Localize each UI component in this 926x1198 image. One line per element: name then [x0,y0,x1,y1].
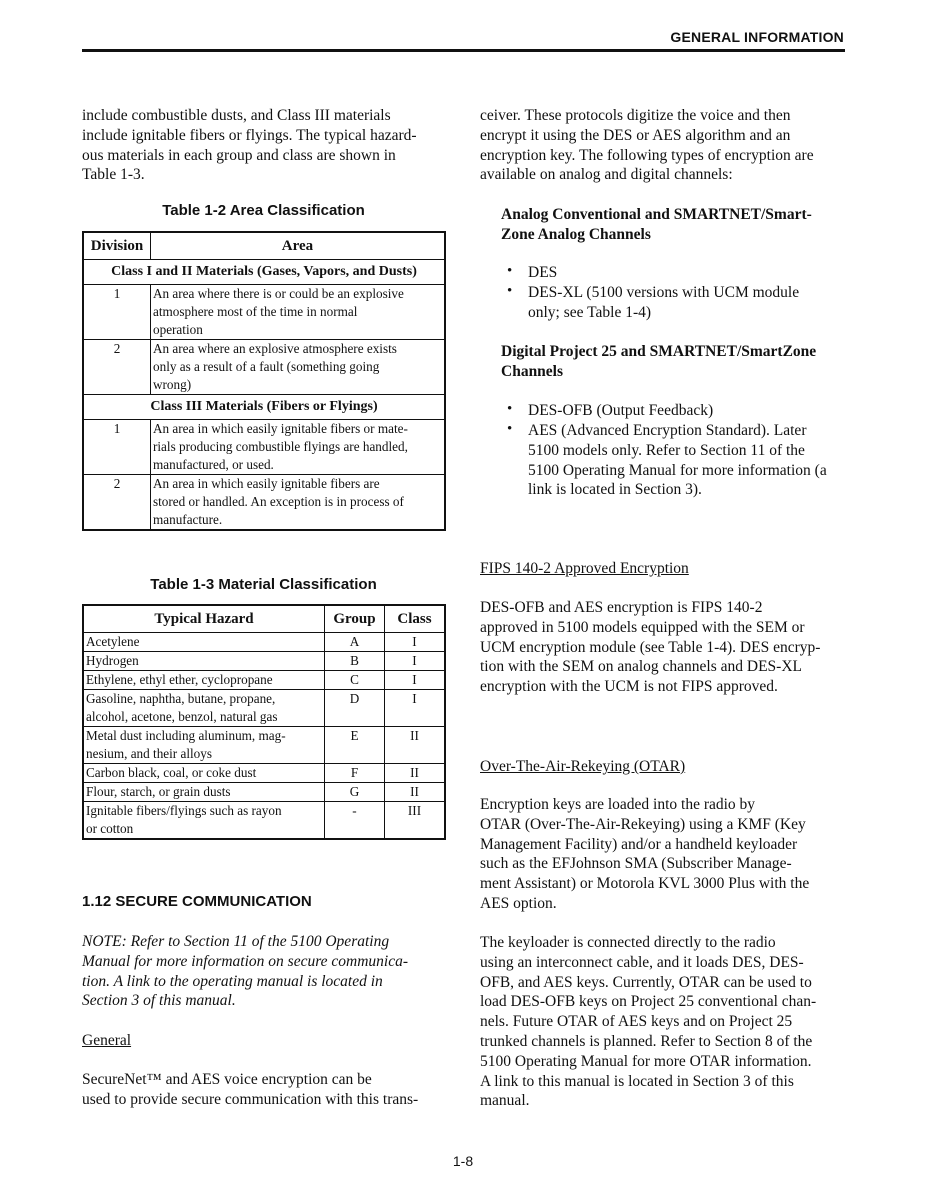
class-cell: I [385,652,446,671]
table-row [83,671,445,690]
hazard-cell: Hydrogen [83,652,325,671]
table-row [83,727,445,764]
col-header-class: Class [385,605,446,633]
hazard-cell: Ethylene, ethyl ether, cyclopropane [83,671,325,690]
otar-paragraph: Encryption keys are loaded into the radio by OTAR (Over-The-Air-Rekeying) using a KMF (Key Management Facility) and/or a handheld keyloader such as the EFJohnson SMA (Subscriber Manage- ment Assistant) or Motorola KVL 3000 Plus with the AES option. [480,796,810,912]
group-cell: E [325,727,385,764]
class-cell: I [385,671,446,690]
bullet-icon: • [507,263,513,279]
group-cell: C [325,671,385,690]
hazard-cell: Acetylene [83,633,325,652]
analog-channels-heading: Analog Conventional and SMARTNET/Smart- Zone Analog Channels [501,206,812,243]
hazard-cell: Metal dust including aluminum, mag- nesium, and their alloys [83,727,325,764]
table-row [83,633,445,652]
otar-heading: Over-The-Air-Rekeying (OTAR) [480,758,686,775]
table-1-3-title: Table 1-3 Material Classification [150,576,377,593]
col-header-area: Area [151,232,446,260]
division-cell: 1 [83,285,151,340]
table-row [83,690,445,727]
table-row [83,783,445,802]
col-header-hazard: Typical Hazard [83,605,325,633]
class-cell: I [385,633,446,652]
hazard-cell: Carbon black, coal, or coke dust [83,764,325,783]
table-row [83,420,445,475]
area-cell: An area where an explosive atmosphere exists only as a result of a fault (something going wrong) [151,340,446,395]
class-cell: III [385,802,446,840]
general-heading: General [82,1032,132,1049]
class-cell: II [385,764,446,783]
table-row [83,764,445,783]
hazard-cell: Gasoline, naphtha, butane, propane, alcohol, acetone, benzol, natural gas [83,690,325,727]
group-row: Class III Materials (Fibers or Flyings) [83,395,445,420]
hazard-cell: Ignitable fibers/flyings such as rayon or cotton [83,802,325,840]
group-cell: A [325,633,385,652]
division-cell: 1 [83,420,151,475]
note-paragraph: NOTE: Refer to Section 11 of the 5100 Operating Manual for more information on secure communica- tion. A link to the operating manual is located in Section 3 of this manual. [82,933,409,1010]
table-row [83,652,445,671]
fips-paragraph: DES-OFB and AES encryption is FIPS 140-2 approved in 5100 models equipped with the SEM or UCM encryption module (see Table 1-4). DES encryp- tion with the SEM on analog channels and DES-XL encryption with the UCM is not FIPS approved. [480,599,821,696]
table-row [83,475,445,531]
hazard-cell: Flour, starch, or grain dusts [83,783,325,802]
general-paragraph: SecureNet™ and AES voice encryption can be used to provide secure communication with this trans- [82,1071,419,1108]
running-header: GENERAL INFORMATION [670,29,844,45]
col-header-group: Group [325,605,385,633]
division-cell: 2 [83,475,151,531]
bullet-icon: • [507,401,513,417]
bullet-item: DES [528,264,558,281]
bullet-item: DES-XL (5100 versions with UCM module only; see Table 1-4) [528,284,800,321]
area-classification-table [82,231,446,531]
intro-paragraph: include combustible dusts, and Class III materials include ignitable fibers or flyings. The typical hazard- ous materials in each group and class are shown in Table 1-3. [82,107,417,184]
page-number: 1-8 [452,1153,474,1169]
keyloader-paragraph: The keyloader is connected directly to the radio using an interconnect cable, and it loads DES, DES- OFB, and AES keys. Currently, OTAR can be used to load DES-OFB keys on Project 25 conventional chan- nels. Future OTAR of AES keys and on Project 25 trunked channels is planned. Refer to Section 8 of the 5100 Operating Manual for more OTAR information. A link to this manual is located in Section 3 of this manual. [480,934,817,1110]
class-cell: I [385,690,446,727]
fips-heading: FIPS 140-2 Approved Encryption [480,560,689,577]
table-1-2-title: Table 1-2 Area Classification [162,202,365,219]
bullet-item: AES (Advanced Encryption Standard). Later 5100 models only. Refer to Section 11 of the 5100 Operating Manual for more information (a link is located in Section 3). [528,422,827,499]
group-row: Class I and II Materials (Gases, Vapors, and Dusts) [83,260,445,285]
group-cell: G [325,783,385,802]
class-cell: II [385,727,446,764]
table-row [83,340,445,395]
bullet-icon: • [507,421,513,437]
bullet-icon: • [507,283,513,299]
section-heading: 1.12 SECURE COMMUNICATION [82,893,312,910]
group-cell: F [325,764,385,783]
group-cell: - [325,802,385,840]
table-row [83,285,445,340]
digital-channels-heading: Digital Project 25 and SMARTNET/SmartZone Channels [501,343,817,380]
table-row [83,802,445,840]
col-header-division: Division [83,232,151,260]
group-cell: D [325,690,385,727]
group-cell: B [325,652,385,671]
area-cell: An area in which easily ignitable fibers or mate- rials producing combustible flyings are handled, manufactured, or used. [151,420,446,475]
bullet-item: DES-OFB (Output Feedback) [528,402,714,419]
material-classification-table [82,604,446,840]
class-cell: II [385,783,446,802]
area-cell: An area where there is or could be an explosive atmosphere most of the time in normal operation [151,285,446,340]
intro-continued-paragraph: ceiver. These protocols digitize the voice and then encrypt it using the DES or AES algorithm and an encryption key. The following types of encryption are available on analog and digital channels: [480,107,814,184]
header-rule [82,49,845,52]
area-cell: An area in which easily ignitable fibers are stored or handled. An exception is in process of manufacture. [151,475,446,531]
division-cell: 2 [83,340,151,395]
